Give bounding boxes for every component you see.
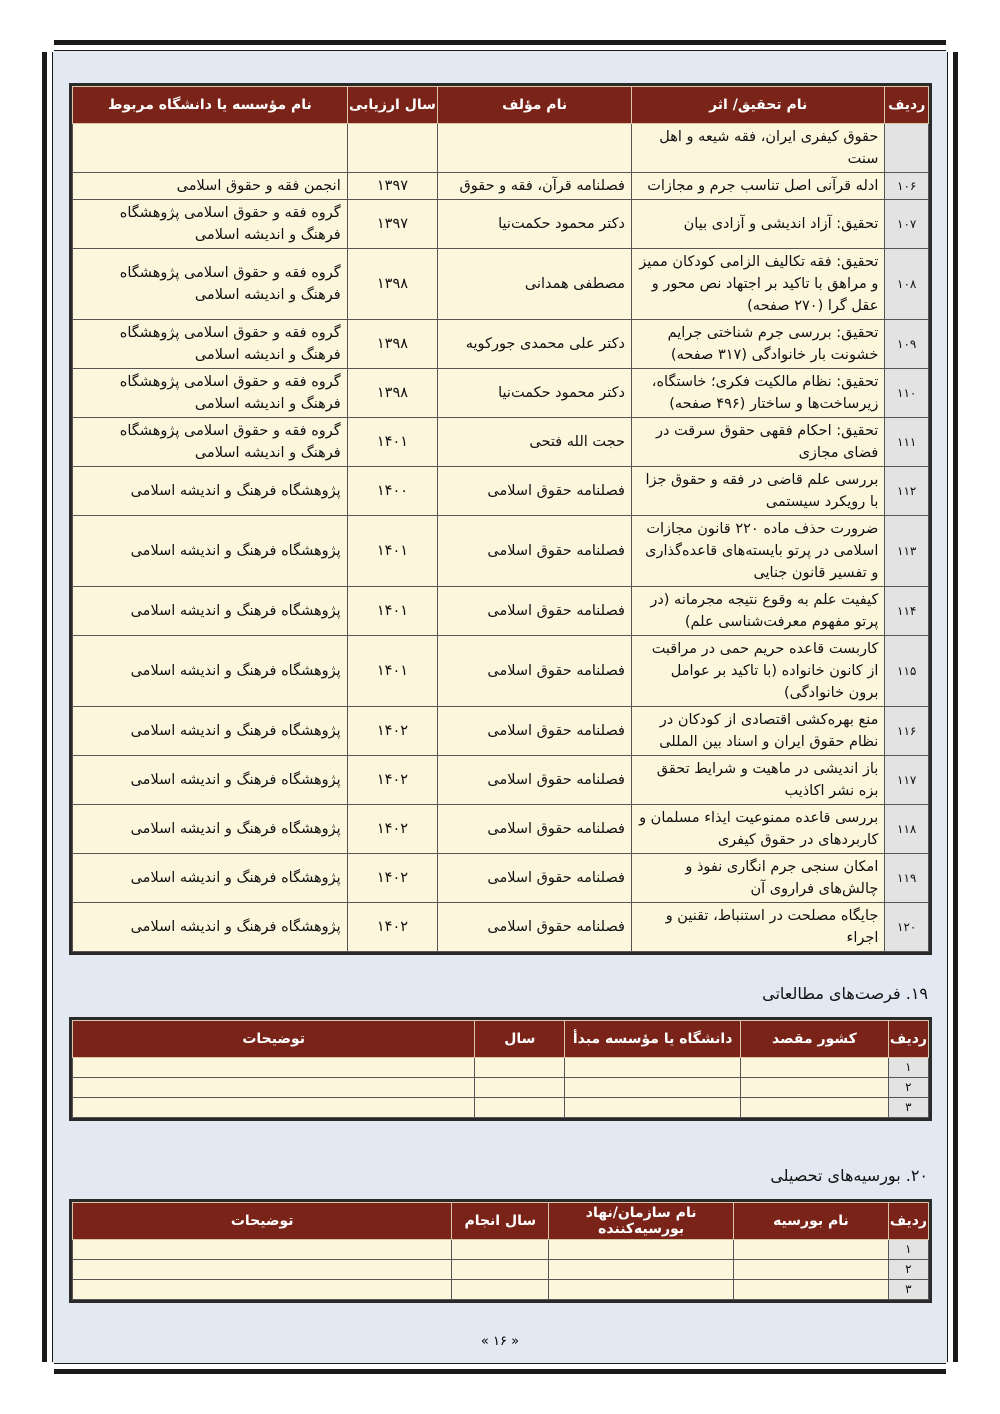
row-number: ۱۱۵ <box>885 636 929 707</box>
study-opportunities-table <box>72 1020 929 1118</box>
header-author: نام مؤلف <box>438 87 632 124</box>
work-title: امکان سنجی جرم انگاری نفوذ و چالش‌های فراروی آن <box>631 854 884 903</box>
row-number: ۱۱۸ <box>885 805 929 854</box>
work-title: منع بهره‌کشی اقتصادی از کودکان در نظام حقوق ایران و اسناد بین المللی <box>631 707 884 756</box>
institute-name: گروه فقه و حقوق اسلامی پژوهشگاه فرهنگ و اندیشه اسلامی <box>73 320 348 369</box>
institute-name: پژوهشگاه فرهنگ و اندیشه اسلامی <box>73 707 348 756</box>
frame-corner <box>946 1362 960 1376</box>
author-name: مصطفی همدانی <box>438 249 632 320</box>
work-title: ضرورت حذف ماده ۲۲۰ قانون مجازات اسلامی در پرتو بایسته‌های قاعده‌گذاری و تفسیر قانون جنایی <box>631 516 884 587</box>
evaluation-year: ۱۴۰۱ <box>347 516 437 587</box>
table-header-row <box>73 87 929 124</box>
header-row-number: ردیف <box>888 1203 928 1240</box>
work-title: تحقیق: فقه تکالیف الزامی کودکان ممیز و مراهق با تاکید بر اجتهاد نص محور و عقل گرا (۲۷۰ صفحه) <box>631 249 884 320</box>
row-number: ۲ <box>888 1260 928 1280</box>
work-title: حقوق کیفری ایران، فقه شیعه و اهل سنت <box>631 124 884 173</box>
author-name: دکتر محمود حکمت‌نیا <box>438 369 632 418</box>
frame-corner <box>40 38 54 52</box>
author-name: دکتر محمود حکمت‌نیا <box>438 200 632 249</box>
header-institute: نام مؤسسه یا دانشگاه مربوط <box>73 87 348 124</box>
institute-name: گروه فقه و حقوق اسلامی پژوهشگاه فرهنگ و اندیشه اسلامی <box>73 249 348 320</box>
author-name: فصلنامه حقوق اسلامی <box>438 587 632 636</box>
table-row <box>73 854 929 903</box>
row-number: ۱۰۷ <box>885 200 929 249</box>
author-name: فصلنامه حقوق اسلامی <box>438 636 632 707</box>
table-row <box>73 249 929 320</box>
table-row <box>73 587 929 636</box>
work-title: تحقیق: بررسی جرم شناختی جرایم خشونت بار خانوادگی (۳۱۷ صفحه) <box>631 320 884 369</box>
table-row <box>73 200 929 249</box>
evaluation-year: ۱۳۹۸ <box>347 320 437 369</box>
row-number: ۱۰۶ <box>885 173 929 200</box>
section-19-title: ۱۹. فرصت‌های مطالعاتی <box>762 984 928 1003</box>
research-works-table <box>72 86 929 952</box>
author-name: فصلنامه قرآن، فقه و حقوق <box>438 173 632 200</box>
table-row <box>73 516 929 587</box>
table-row <box>73 805 929 854</box>
table-row <box>73 1078 929 1098</box>
institute-name: پژوهشگاه فرهنگ و اندیشه اسلامی <box>73 516 348 587</box>
row-number: ۱۱۶ <box>885 707 929 756</box>
frame-corner <box>946 38 960 52</box>
row-number: ۳ <box>888 1098 928 1118</box>
table-row <box>73 707 929 756</box>
work-title: تحقیق: نظام مالکیت فکری؛ خاستگاه، زیرساخت‌ها و ساختار (۴۹۶ صفحه) <box>631 369 884 418</box>
row-number: ۳ <box>888 1280 928 1300</box>
table-row <box>73 903 929 952</box>
institute-name: پژوهشگاه فرهنگ و اندیشه اسلامی <box>73 903 348 952</box>
evaluation-year: ۱۴۰۲ <box>347 903 437 952</box>
row-number: ۱۱۲ <box>885 467 929 516</box>
row-number <box>885 124 929 173</box>
author-name: فصلنامه حقوق اسلامی <box>438 756 632 805</box>
header-granting-organization: نام سازمان/نهاد بورسیه‌کننده <box>549 1203 734 1240</box>
author-name <box>438 124 632 173</box>
row-number: ۱۲۰ <box>885 903 929 952</box>
institute-name: گروه فقه و حقوق اسلامی پژوهشگاه فرهنگ و اندیشه اسلامی <box>73 369 348 418</box>
header-notes: توضیحات <box>73 1203 452 1240</box>
work-title: کاربست قاعده حریم حمی در مراقبت از کانون خانواده (با تاکید بر عوامل برون خانوادگی) <box>631 636 884 707</box>
work-title: تحقیق: آزاد اندیشی و آزادی بیان <box>631 200 884 249</box>
header-year: سال ارزیابی <box>347 87 437 124</box>
work-title: تحقیق: احکام فقهی حقوق سرقت در فضای مجازی <box>631 418 884 467</box>
institute-name: پژوهشگاه فرهنگ و اندیشه اسلامی <box>73 854 348 903</box>
evaluation-year: ۱۴۰۲ <box>347 854 437 903</box>
table-row <box>73 1098 929 1118</box>
table-row <box>73 1058 929 1078</box>
author-name: فصلنامه حقوق اسلامی <box>438 903 632 952</box>
table-row <box>73 369 929 418</box>
header-scholarship-name: نام بورسیه <box>734 1203 889 1240</box>
table-row <box>73 418 929 467</box>
row-number: ۱۱۴ <box>885 587 929 636</box>
table-row <box>73 320 929 369</box>
scholarships-table <box>72 1202 929 1300</box>
row-number: ۱۱۷ <box>885 756 929 805</box>
evaluation-year: ۱۳۹۸ <box>347 369 437 418</box>
page-number: « ۱۶ » <box>480 1334 520 1349</box>
evaluation-year: ۱۴۰۰ <box>347 467 437 516</box>
row-number: ۱۱۰ <box>885 369 929 418</box>
evaluation-year: ۱۳۹۷ <box>347 173 437 200</box>
institute-name: پژوهشگاه فرهنگ و اندیشه اسلامی <box>73 756 348 805</box>
table-row <box>73 636 929 707</box>
table-row <box>73 124 929 173</box>
evaluation-year <box>347 124 437 173</box>
work-title: بررسی قاعده ممنوعیت ایذاء مسلمان و کاربردهای در حقوق کیفری <box>631 805 884 854</box>
author-name: فصلنامه حقوق اسلامی <box>438 516 632 587</box>
evaluation-year: ۱۳۹۷ <box>347 200 437 249</box>
institute-name: گروه فقه و حقوق اسلامی پژوهشگاه فرهنگ و اندیشه اسلامی <box>73 418 348 467</box>
row-number: ۱۱۱ <box>885 418 929 467</box>
row-number: ۱۱۹ <box>885 854 929 903</box>
frame-corner <box>40 1362 54 1376</box>
table-row <box>73 1240 929 1260</box>
author-name: حجت الله فتحی <box>438 418 632 467</box>
header-notes: توضیحات <box>73 1021 475 1058</box>
institute-name: پژوهشگاه فرهنگ و اندیشه اسلامی <box>73 467 348 516</box>
table-row <box>73 1280 929 1300</box>
evaluation-year: ۱۴۰۲ <box>347 805 437 854</box>
author-name: دکتر علی محمدی جورکویه <box>438 320 632 369</box>
table-header-row <box>73 1203 929 1240</box>
row-number: ۱ <box>888 1058 928 1078</box>
table-row <box>73 173 929 200</box>
institute-name <box>73 124 348 173</box>
work-title: باز اندیشی در ماهیت و شرایط تحقق بزه نشر اکاذیب <box>631 756 884 805</box>
header-origin-institute: دانشگاه یا مؤسسه مبدأ <box>565 1021 741 1058</box>
evaluation-year: ۱۴۰۱ <box>347 418 437 467</box>
evaluation-year: ۱۴۰۲ <box>347 756 437 805</box>
header-row-number: ردیف <box>888 1021 928 1058</box>
institute-name: پژوهشگاه فرهنگ و اندیشه اسلامی <box>73 636 348 707</box>
work-title: جایگاه مصلحت در استنباط، تقنین و اجراء <box>631 903 884 952</box>
author-name: فصلنامه حقوق اسلامی <box>438 854 632 903</box>
evaluation-year: ۱۴۰۱ <box>347 587 437 636</box>
row-number: ۱۰۹ <box>885 320 929 369</box>
table-row <box>73 1260 929 1280</box>
work-title: بررسی علم قاضی در فقه و حقوق جزا با رویکرد سیستمی <box>631 467 884 516</box>
table-row <box>73 467 929 516</box>
evaluation-year: ۱۴۰۱ <box>347 636 437 707</box>
row-number: ۱۱۳ <box>885 516 929 587</box>
header-year: سال <box>475 1021 565 1058</box>
work-title: کیفیت علم به وقوع نتیجه مجرمانه (در پرتو مفهوم معرفت‌شناسی علم) <box>631 587 884 636</box>
evaluation-year: ۱۳۹۸ <box>347 249 437 320</box>
row-number: ۱ <box>888 1240 928 1260</box>
author-name: فصلنامه حقوق اسلامی <box>438 707 632 756</box>
work-title: ادله قرآنی اصل تناسب جرم و مجازات <box>631 173 884 200</box>
header-title: نام تحقیق/ اثر <box>631 87 884 124</box>
institute-name: پژوهشگاه فرهنگ و اندیشه اسلامی <box>73 587 348 636</box>
section-20-title: ۲۰. بورسیه‌های تحصیلی <box>770 1166 928 1185</box>
institute-name: گروه فقه و حقوق اسلامی پژوهشگاه فرهنگ و اندیشه اسلامی <box>73 200 348 249</box>
header-year: سال انجام <box>452 1203 549 1240</box>
row-number: ۲ <box>888 1078 928 1098</box>
author-name: فصلنامه حقوق اسلامی <box>438 805 632 854</box>
author-name: فصلنامه حقوق اسلامی <box>438 467 632 516</box>
header-destination-country: کشور مقصد <box>741 1021 889 1058</box>
institute-name: انجمن فقه و حقوق اسلامی <box>73 173 348 200</box>
table-header-row <box>73 1021 929 1058</box>
header-row-number: ردیف <box>885 87 929 124</box>
institute-name: پژوهشگاه فرهنگ و اندیشه اسلامی <box>73 805 348 854</box>
row-number: ۱۰۸ <box>885 249 929 320</box>
evaluation-year: ۱۴۰۲ <box>347 707 437 756</box>
table-row <box>73 756 929 805</box>
